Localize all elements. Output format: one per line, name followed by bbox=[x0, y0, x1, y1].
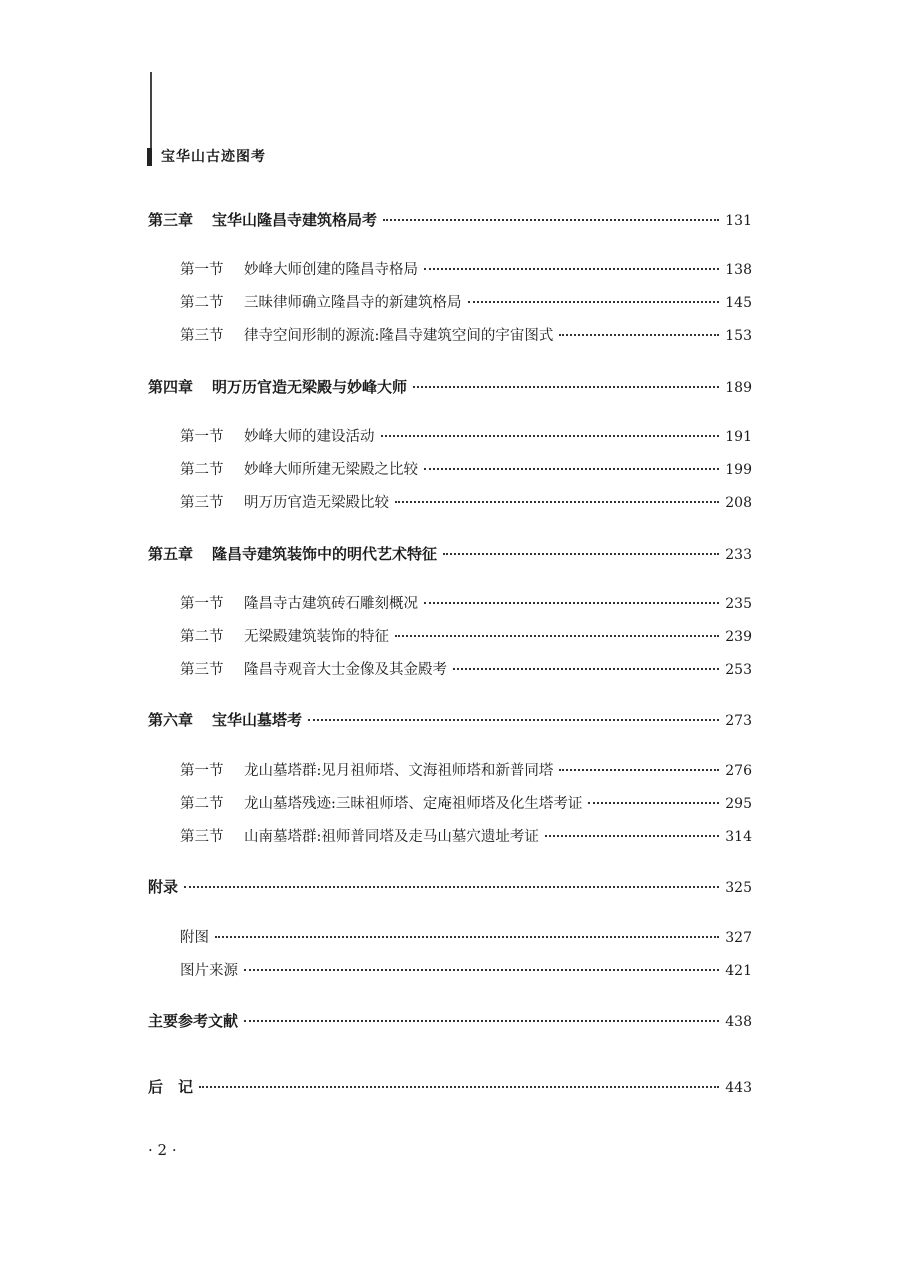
toc-entry-title: 妙峰大师的建设活动 bbox=[244, 429, 375, 445]
toc-entry-label bbox=[180, 324, 553, 348]
toc-entry-number: 第二节 bbox=[180, 796, 224, 812]
toc-entry-number: 第四章 bbox=[148, 378, 194, 396]
dot-leader bbox=[244, 1020, 719, 1022]
dot-leader bbox=[559, 769, 719, 771]
dot-leader bbox=[199, 1086, 719, 1088]
dot-leader bbox=[453, 668, 719, 670]
toc-chapter-entry[interactable] bbox=[148, 708, 752, 732]
toc-section-entry[interactable] bbox=[180, 825, 752, 849]
toc-entry-label bbox=[148, 1075, 193, 1099]
toc-chapter-entry[interactable] bbox=[148, 875, 752, 899]
toc-entry-label bbox=[180, 825, 539, 849]
toc-entry-label bbox=[148, 875, 178, 899]
toc-section-entry[interactable] bbox=[180, 425, 752, 449]
toc-section-entry[interactable] bbox=[180, 458, 752, 482]
dot-leader bbox=[588, 802, 719, 804]
toc-entry-label bbox=[148, 208, 377, 232]
toc-entry-page: 191 bbox=[725, 429, 752, 445]
toc-section-entry[interactable] bbox=[180, 759, 752, 783]
toc-entry-page: 276 bbox=[725, 763, 752, 779]
toc-entry-page: 295 bbox=[725, 796, 752, 812]
toc-section-entry[interactable] bbox=[180, 625, 752, 649]
toc-entry-title: 妙峰大师创建的隆昌寺格局 bbox=[244, 262, 418, 278]
toc-entry-page: 208 bbox=[725, 495, 752, 511]
toc-entry-page: 138 bbox=[725, 262, 752, 278]
toc-entry-label bbox=[180, 625, 389, 649]
toc-entry-page: 153 bbox=[725, 328, 752, 344]
toc-entry-title: 妙峰大师所建无梁殿之比较 bbox=[244, 462, 418, 478]
toc-entry-label bbox=[148, 708, 302, 732]
toc-chapter-entry[interactable] bbox=[148, 1075, 752, 1099]
toc-entry-label bbox=[180, 425, 375, 449]
toc-entry-label bbox=[180, 759, 553, 783]
toc-entry-page: 189 bbox=[725, 380, 752, 396]
dot-leader bbox=[395, 635, 719, 637]
toc-entry-page: 327 bbox=[725, 930, 752, 946]
dot-leader bbox=[381, 435, 720, 437]
toc-entry-number: 第二节 bbox=[180, 629, 224, 645]
toc-section-entry[interactable] bbox=[180, 324, 752, 348]
toc-entry-title: 三昧律师确立隆昌寺的新建筑格局 bbox=[244, 295, 462, 311]
toc-entry-title: 龙山墓塔群:见月祖师塔、文海祖师塔和新普同塔 bbox=[244, 763, 554, 779]
toc-entry-label bbox=[180, 291, 462, 315]
toc-chapter-entry[interactable] bbox=[148, 208, 752, 232]
toc-entry-page: 131 bbox=[725, 213, 752, 229]
toc-entry-number: 第一节 bbox=[180, 429, 224, 445]
toc-section-entry[interactable] bbox=[180, 658, 752, 682]
toc-entry-label bbox=[180, 458, 418, 482]
dot-leader bbox=[545, 835, 719, 837]
toc-entry-title: 主要参考文献 bbox=[148, 1012, 239, 1030]
toc-entry-title: 律寺空间形制的源流:隆昌寺建筑空间的宇宙图式 bbox=[244, 328, 554, 344]
toc-entry-page: 235 bbox=[725, 596, 752, 612]
dot-leader bbox=[383, 219, 719, 221]
toc-entry-label bbox=[180, 959, 238, 983]
running-head: 宝华山古迹图考 bbox=[161, 149, 266, 165]
toc-chapter-entry[interactable] bbox=[148, 375, 752, 399]
toc-entry-title: 隆昌寺观音大士金像及其金殿考 bbox=[244, 662, 447, 678]
toc-entry-page: 253 bbox=[725, 662, 752, 678]
toc-section-entry[interactable] bbox=[180, 959, 752, 983]
dot-leader bbox=[215, 936, 719, 938]
toc-section-entry[interactable] bbox=[180, 792, 752, 816]
dot-leader bbox=[424, 468, 719, 470]
dot-leader bbox=[424, 602, 719, 604]
toc-section-entry[interactable] bbox=[180, 491, 752, 515]
toc-entry-page: 325 bbox=[725, 880, 752, 896]
toc-entry-title: 附图 bbox=[180, 930, 209, 946]
toc-entry-title: 无梁殿建筑装饰的特征 bbox=[244, 629, 389, 645]
toc-entry-label bbox=[180, 658, 447, 682]
toc-entry-title: 后 记 bbox=[148, 1078, 194, 1096]
toc-section-entry[interactable] bbox=[180, 291, 752, 315]
toc-entry-number: 第五章 bbox=[148, 545, 194, 563]
toc-entry-title: 图片来源 bbox=[180, 963, 238, 979]
toc-entry-page: 239 bbox=[725, 629, 752, 645]
toc-entry-page: 421 bbox=[725, 963, 752, 979]
dot-leader bbox=[413, 386, 719, 388]
toc-entry-number: 第三节 bbox=[180, 495, 224, 511]
toc-entry-title: 宝华山墓塔考 bbox=[212, 711, 303, 729]
toc-entry-number: 第六章 bbox=[148, 711, 194, 729]
toc-entry-number: 第三节 bbox=[180, 662, 224, 678]
toc-entry-page: 199 bbox=[725, 462, 752, 478]
toc-entry-title: 明万历官造无梁殿比较 bbox=[244, 495, 389, 511]
toc-entry-title: 附录 bbox=[148, 878, 179, 896]
dot-leader bbox=[395, 501, 719, 503]
toc-section-entry[interactable] bbox=[180, 926, 752, 950]
dot-leader bbox=[443, 553, 719, 555]
toc-entry-page: 314 bbox=[725, 829, 752, 845]
toc-entry-page: 145 bbox=[725, 295, 752, 311]
toc-entry-title: 山南墓塔群:祖师普同塔及走马山墓穴遗址考证 bbox=[244, 829, 539, 845]
toc-chapter-entry[interactable] bbox=[148, 542, 752, 566]
dot-leader bbox=[559, 334, 719, 336]
toc-entry-page: 273 bbox=[725, 713, 752, 729]
toc-entry-page: 443 bbox=[725, 1080, 752, 1096]
toc-entry-title: 明万历官造无梁殿与妙峰大师 bbox=[212, 378, 408, 396]
toc-entry-number: 第一节 bbox=[180, 262, 224, 278]
page-number: · 2 · bbox=[148, 1141, 177, 1159]
toc-section-entry[interactable] bbox=[180, 592, 752, 616]
toc-entry-number: 第一节 bbox=[180, 596, 224, 612]
toc-entry-label bbox=[148, 1009, 238, 1033]
toc-section-entry[interactable] bbox=[180, 258, 752, 282]
toc-entry-page: 438 bbox=[725, 1014, 752, 1030]
toc-entry-label bbox=[148, 542, 437, 566]
toc-entry-title: 隆昌寺古建筑砖石雕刻概况 bbox=[244, 596, 418, 612]
toc-entry-label bbox=[180, 792, 582, 816]
toc-entry-label bbox=[180, 491, 389, 515]
toc-entry-page: 233 bbox=[725, 547, 752, 563]
dot-leader bbox=[184, 886, 719, 888]
toc-entry-title: 宝华山隆昌寺建筑格局考 bbox=[212, 211, 378, 229]
toc-entry-number: 第三节 bbox=[180, 829, 224, 845]
toc-chapter-entry[interactable] bbox=[148, 1009, 752, 1033]
toc-entry-number: 第二节 bbox=[180, 462, 224, 478]
dot-leader bbox=[468, 301, 720, 303]
toc-entry-title: 隆昌寺建筑装饰中的明代艺术特征 bbox=[212, 545, 438, 563]
toc-entry-label bbox=[148, 375, 407, 399]
toc-entry-label bbox=[180, 926, 209, 950]
toc-entry-number: 第一节 bbox=[180, 763, 224, 779]
toc-entry-number: 第二节 bbox=[180, 295, 224, 311]
dot-leader bbox=[308, 719, 719, 721]
dot-leader bbox=[424, 268, 719, 270]
toc-entry-number: 第三节 bbox=[180, 328, 224, 344]
toc-entry-label bbox=[180, 258, 418, 282]
toc-entry-label bbox=[180, 592, 418, 616]
dot-leader bbox=[244, 969, 719, 971]
toc-entry-number: 第三章 bbox=[148, 211, 194, 229]
toc-entry-title: 龙山墓塔残迹:三昧祖师塔、定庵祖师塔及化生塔考证 bbox=[244, 796, 583, 812]
